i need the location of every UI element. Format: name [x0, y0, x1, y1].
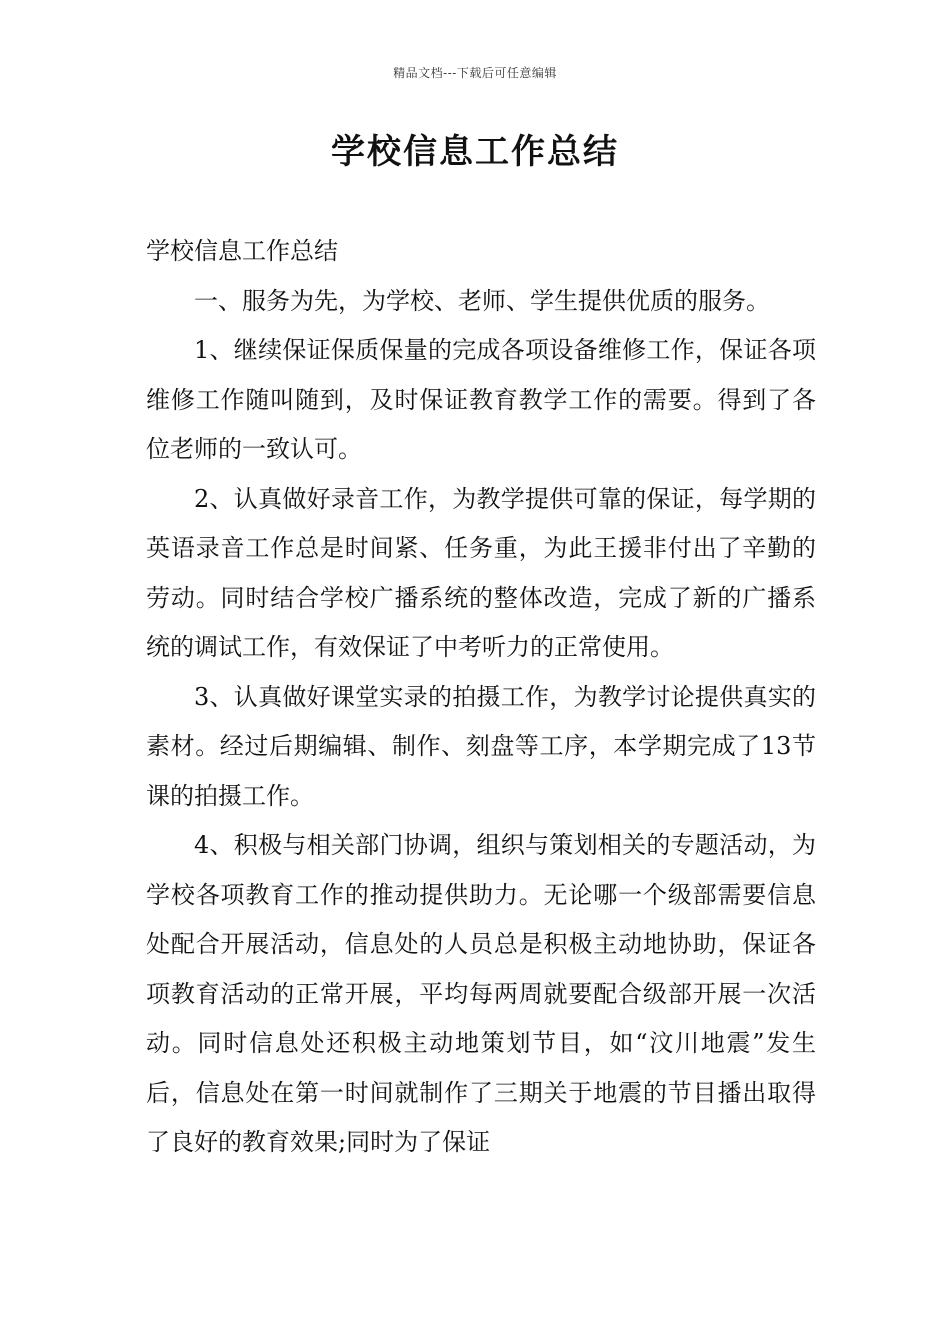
paragraph-item-4: 4、积极与相关部门协调，组织与策划相关的专题活动，为学校各项教育工作的推动提供助力。无论哪一个级部需要信息处配合开展活动，信息处的人员总是积极主动地协助，保证各项教育活动的正常开展，平均每两周就要配合级部开展一次活动。同时信息处还积极主动地策划节目，如“汶川地震”发生后，信息处在第一时间就制作了三期关于地震的节目播出取得了良好的教育效果;同时为了保证 [146, 831, 816, 1156]
paragraph-section-heading: 一、服务为先，为学校、老师、学生提供优质的服务。 [194, 286, 770, 315]
paragraph-item-2: 2、认真做好录音工作，为教学提供可靠的保证，每学期的英语录音工作总是时间紧、任务重，为此王援非付出了辛勤的劳动。同时结合学校广播系统的整体改造，完成了新的广播系统的调试工作，有效保证了中考听力的正常使用。 [146, 484, 816, 661]
document-title: 学校信息工作总结 [331, 132, 619, 172]
document-body [146, 227, 816, 1168]
paragraph-item-1: 1、继续保证保质保量的完成各项设备维修工作，保证各项维修工作随叫随到，及时保证教育教学工作的需要。得到了各位老师的一致认可。 [146, 336, 816, 463]
paragraph-item-3: 3、认真做好课堂实录的拍摄工作，为教学讨论提供真实的素材。经过后期编辑、制作、刻盘等工序，本学期完成了13节课的拍摄工作。 [146, 682, 816, 810]
header-note: 精品文档---下载后可任意编辑 [393, 66, 557, 80]
paragraph-subtitle: 学校信息工作总结 [146, 237, 338, 265]
